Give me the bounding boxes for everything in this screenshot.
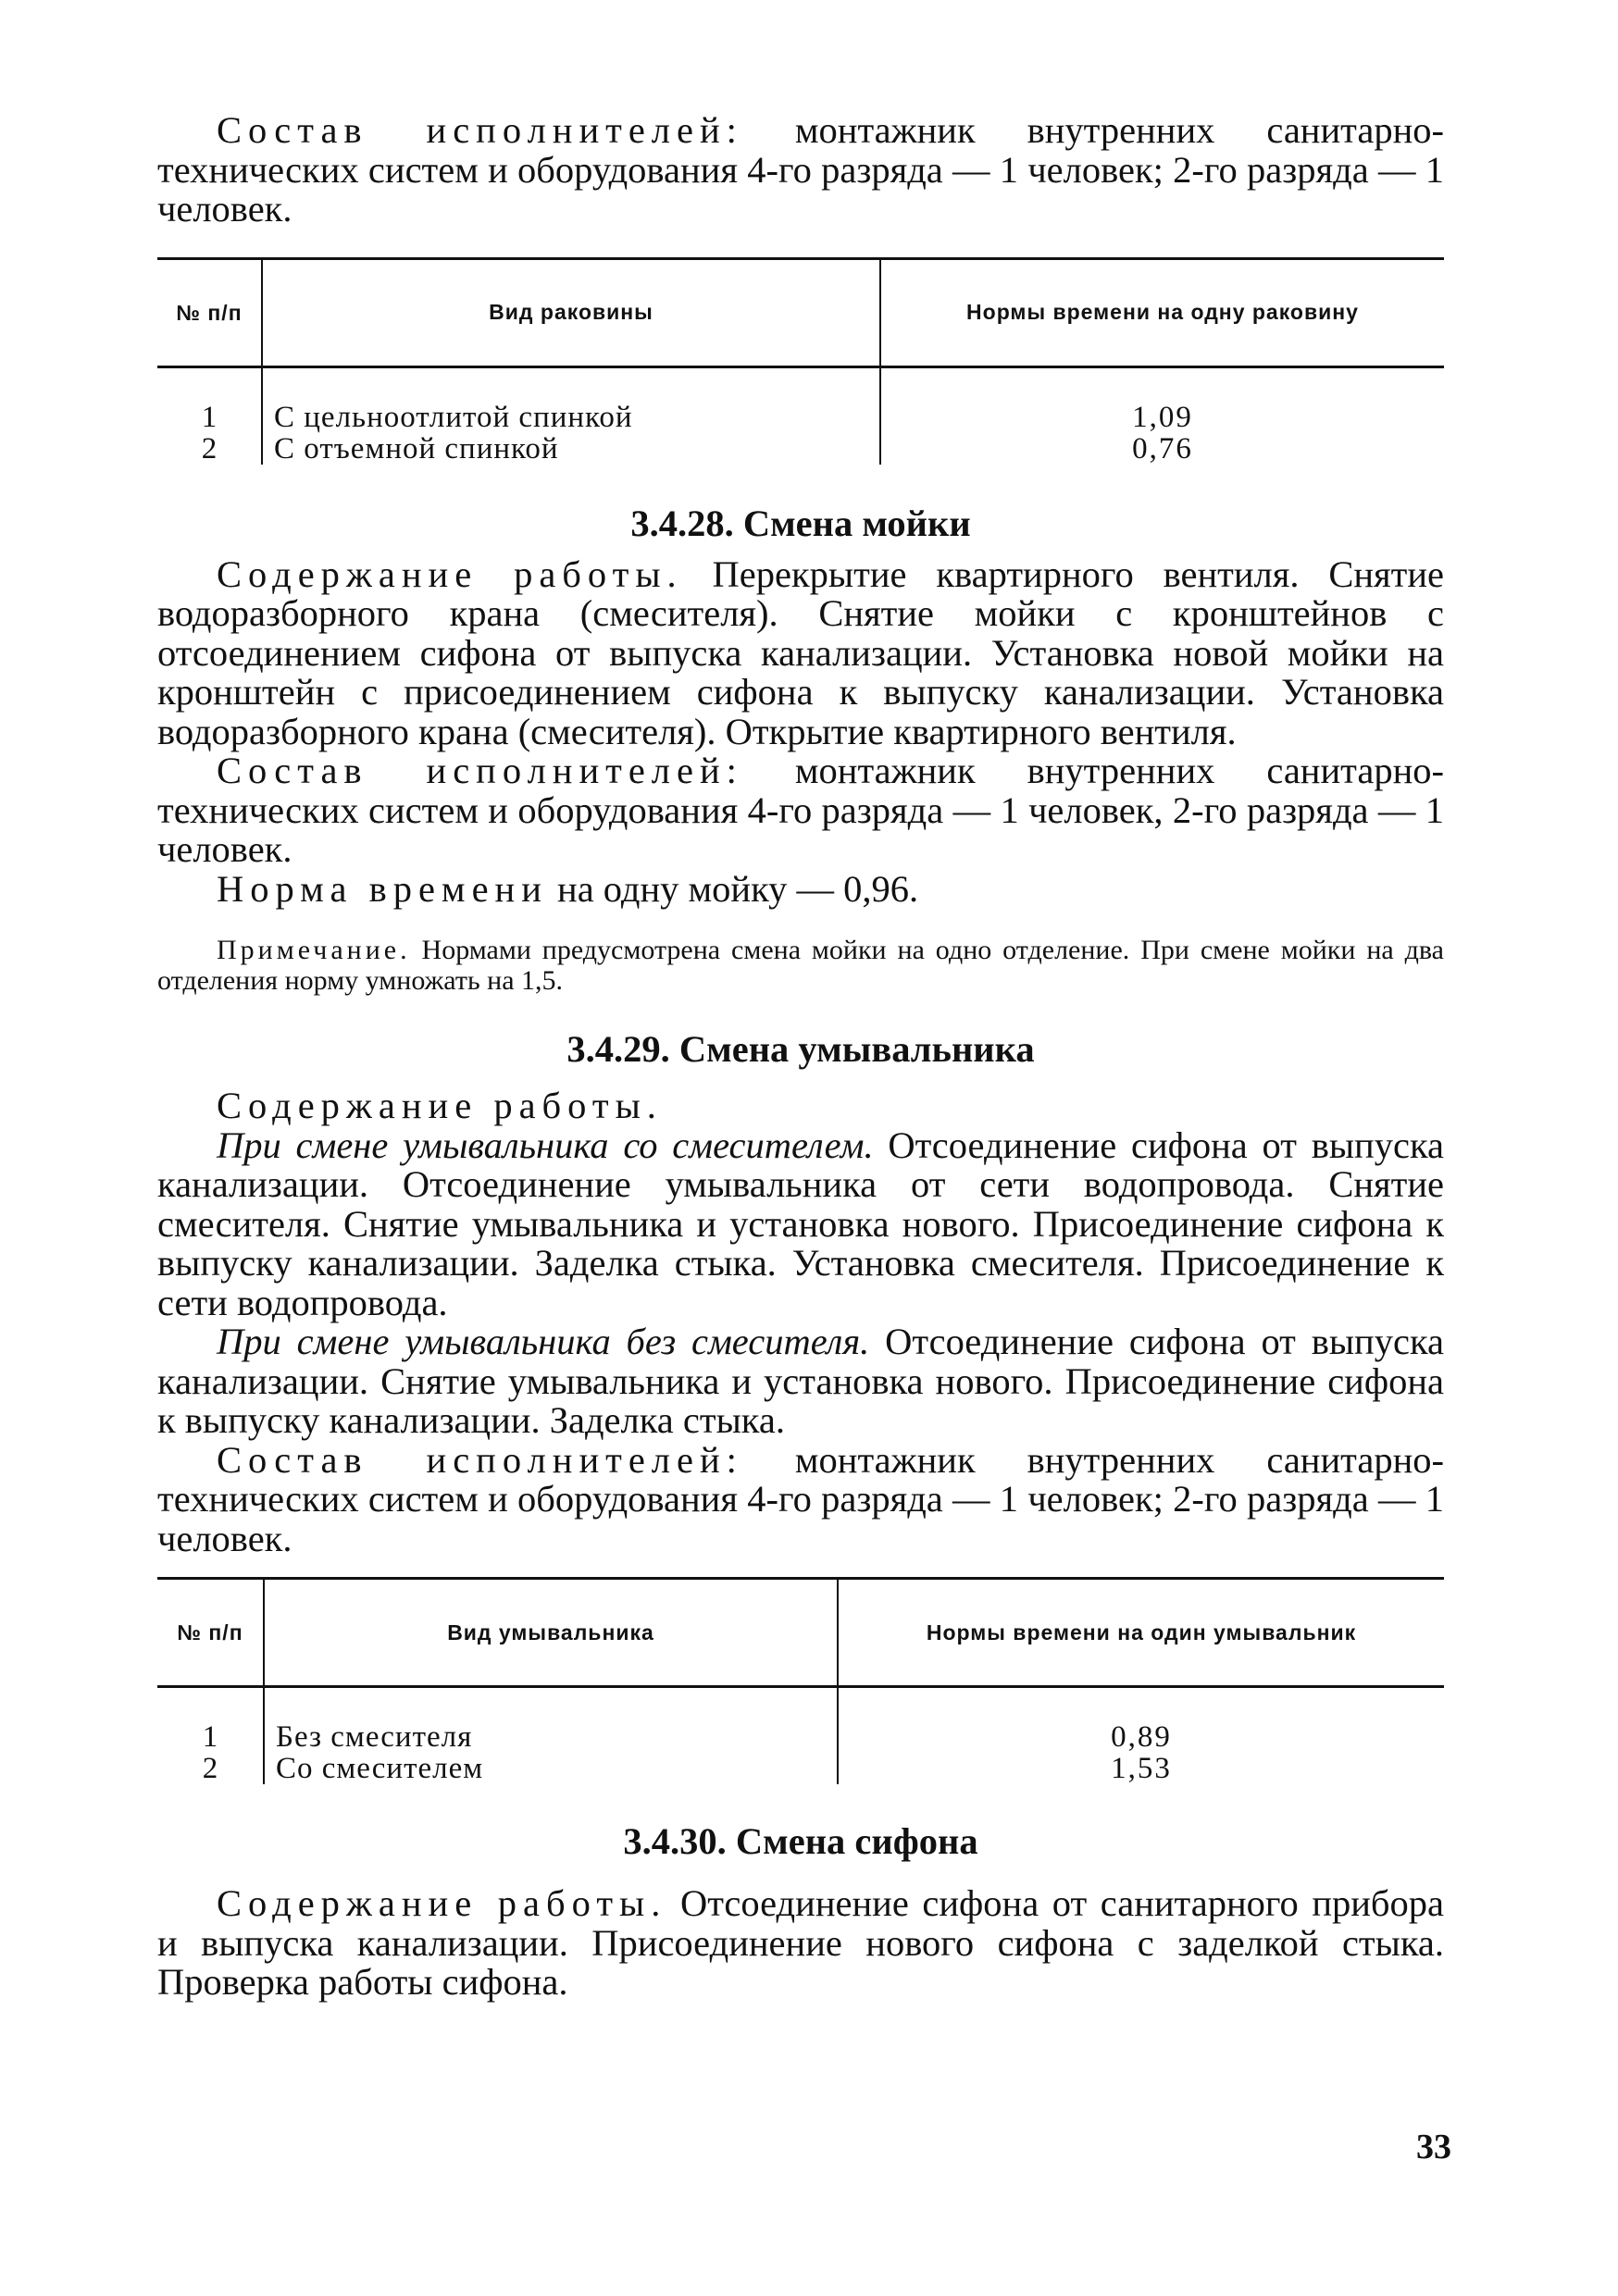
table-header-row [157,1579,1444,1687]
row-number: 2 [202,1752,218,1785]
s28-content-paragraph [157,552,1444,752]
row-value: 1,53 [838,1753,1444,1784]
col-header-sink-type: Вид раковины [262,258,880,366]
s29-staff-text: монтажник внутренних санитарно-технических систем и оборудования 4-го разряда — 1 человек; 2-го разряда — 1 человек. [157,1438,1444,1559]
s28-norm-text: на одну мойку — 0,96. [547,867,919,910]
row-number: 1 [201,400,218,434]
s29-case1-text: Отсоединение сифона от выпуска канализации. Отсоединение умывальника от сети водопровода. Снятие смесителя. Снятие умывальника и установка нового. Присоединение сифона к выпуску канализации. Заделка стыка. Установка смесителя. Присоединение к сети водопровода. [157,1123,1444,1323]
s28-content-text: Перекрытие квартирного вентиля. Снятие водоразборного крана (смесителя). Снятие мойки с кронштейнов с отсоединением сифона от выпуска канализации. Установка новой мойки на кронштейн с присоединением сифона к выпуску канализации. Установка водоразборного крана (смесителя). Открытие квартирного вентиля. [157,552,1444,752]
s28-staff-label: Состав исполнителей: [217,750,743,791]
page-content [157,111,1444,2003]
row-name: Без смесителя [264,1687,838,1754]
s30-content-paragraph [157,1884,1444,2003]
s28-norm-label: Норма времени [217,867,548,910]
row-name: Со смесителем [264,1753,838,1784]
s28-norm-paragraph [157,867,1444,910]
s29-staff-label: Состав исполнителей: [217,1438,743,1481]
row-name: С отъемной спинкой [262,433,880,465]
s29-case1-label: При смене умывальника со смесителем. [217,1123,874,1166]
s28-staff-text: монтажник внутренних санитарно-технических систем и оборудования 4-го разряда — 1 человек, 2-го разряда — 1 человек. [157,750,1444,870]
s28-note-paragraph [157,935,1444,996]
col-header-time-norm: Нормы времени на одну раковину [880,258,1444,366]
row-number: 2 [201,431,218,465]
s28-content-label: Содержание работы. [217,552,683,595]
s30-content-text: Отсоединение сифона от санитарного прибора и выпуска канализации. Присоединение нового сифона с заделкой стыка. Проверка работы сифона. [157,1882,1444,2003]
s28-note-label: Примечание. [217,935,411,965]
row-name: С цельноотлитой спинкой [262,366,880,433]
row-value: 1,09 [880,366,1444,433]
s29-case1-paragraph [157,1123,1444,1323]
row-value: 0,89 [838,1687,1444,1754]
table-header-row [157,258,1444,366]
s29-content-paragraph [157,1086,1444,1126]
s29-content-label: Содержание работы. [217,1085,663,1126]
s29-case2-paragraph [157,1322,1444,1441]
page-number: 33 [1416,2128,1451,2166]
s30-content-label: Содержание работы. [217,1882,667,1924]
s29-case2-label: При смене умывальника без смесителя. [217,1321,870,1362]
s29-case2-text: Отсоединение сифона от выпуска канализации. Снятие умывальника и установка нового. Присоединение сифона к выпуску канализации. Заделка стыка. [157,1321,1444,1441]
intro-staff-paragraph [157,111,1444,230]
col-header-washbasin-type: Вид умывальника [264,1579,838,1687]
table-row [157,366,1444,433]
s29-staff-paragraph [157,1438,1444,1559]
table-row [157,1687,1444,1754]
row-value: 0,76 [880,433,1444,465]
col-header-time-norm: Нормы времени на один умывальник [838,1579,1444,1687]
table-row [157,433,1444,465]
col-header-number: № п/п [157,1579,264,1687]
intro-staff-text: монтажник внутренних санитарно-технических систем и оборудования 4-го разряда — 1 человек; 2-го разряда — 1 человек. [157,109,1444,230]
section-title-3-4-30: 3.4.30. Смена сифона [623,1820,978,1862]
table-row [157,1753,1444,1784]
section-title-3-4-29: 3.4.29. Смена умывальника [566,1028,1035,1070]
row-number: 1 [202,1720,218,1754]
s28-staff-paragraph [157,751,1444,870]
sink-norms-table [157,257,1444,465]
section-title-3-4-28: 3.4.28. Смена мойки [630,502,971,544]
s28-note-text: Нормами предусмотрена смена мойки на одно отделение. При смене мойки на два отделения норму умножать на 1,5. [157,935,1444,996]
col-header-number: № п/п [157,258,262,366]
intro-staff-label: Состав исполнителей: [217,109,743,151]
washbasin-norms-table [157,1577,1444,1784]
